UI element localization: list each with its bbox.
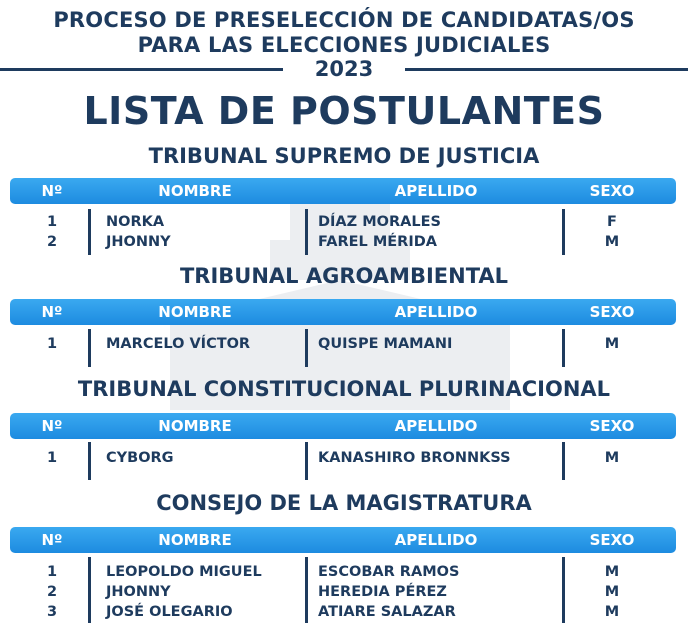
row-name: JHONNY [106,584,171,600]
page-title: LISTA DE POSTULANTES [83,89,605,133]
table-header-magistratura [10,527,676,553]
table-header-agroambiental [10,299,676,325]
column-header-num: Nº [41,531,63,549]
column-header-surname: APELLIDO [394,531,478,549]
row-name: MARCELO VÍCTOR [106,336,251,352]
row-number: 2 [46,234,58,250]
row-sex: M [604,336,620,352]
row-name: LEOPOLDO MIGUEL [106,564,262,580]
table-body-supremo [10,209,676,255]
row-surname: FAREL MÉRIDA [318,234,437,250]
row-number: 1 [46,564,58,580]
row-sex: M [604,604,620,620]
row-surname: HEREDIA PÉREZ [318,584,447,600]
row-surname: ATIARE SALAZAR [318,604,456,620]
header-line-1: PROCESO DE PRESELECCIÓN DE CANDIDATAS/OS [53,8,635,32]
row-number: 2 [46,584,58,600]
row-name: JHONNY [106,234,171,250]
column-header-sex: SEXO [589,417,635,435]
year-rule-left [0,68,283,71]
row-surname: KANASHIRO BRONNKSS [318,450,511,466]
table-row [10,562,676,582]
row-number: 3 [46,604,58,620]
row-surname: DÍAZ MORALES [318,214,441,230]
table-body-magistratura [10,557,676,623]
row-number: 1 [46,214,58,230]
row-name: JOSÉ OLEGARIO [106,604,233,620]
section-title-magistratura: CONSEJO DE LA MAGISTRATURA [156,491,532,515]
row-sex: M [604,584,620,600]
row-name: CYBORG [106,450,174,466]
table-row [10,334,676,354]
table-body-agroambiental [10,329,676,367]
table-body-constitucional [10,442,676,480]
section-title-agroambiental: TRIBUNAL AGROAMBIENTAL [179,264,509,288]
column-header-sex: SEXO [589,303,635,321]
column-header-name: NOMBRE [158,303,232,321]
column-header-num: Nº [41,417,63,435]
section-title-supremo: TRIBUNAL SUPREMO DE JUSTICIA [148,144,540,168]
year-label: 2023 [314,57,374,81]
table-row [10,212,676,232]
row-surname: QUISPE MAMANI [318,336,453,352]
row-number: 1 [46,450,58,466]
column-header-surname: APELLIDO [394,303,478,321]
table-row [10,582,676,602]
column-header-surname: APELLIDO [394,182,478,200]
row-sex: M [604,450,620,466]
column-header-num: Nº [41,303,63,321]
table-header-supremo [10,178,676,204]
row-surname: ESCOBAR RAMOS [318,564,460,580]
row-number: 1 [46,336,58,352]
row-sex: F [607,214,617,230]
table-header-constitucional [10,413,676,439]
table-row [10,448,676,468]
row-sex: M [604,564,620,580]
row-sex: M [604,234,620,250]
table-row [10,232,676,252]
table-row [10,602,676,622]
column-header-surname: APELLIDO [394,417,478,435]
year-rule-right [405,68,688,71]
year-row [0,57,688,81]
section-title-constitucional: TRIBUNAL CONSTITUCIONAL PLURINACIONAL [77,377,611,401]
row-name: NORKA [106,214,165,230]
column-header-name: NOMBRE [158,417,232,435]
header-line-2: PARA LAS ELECCIONES JUDICIALES [137,33,551,57]
column-header-sex: SEXO [589,531,635,549]
column-header-name: NOMBRE [158,531,232,549]
column-header-num: Nº [41,182,63,200]
column-header-name: NOMBRE [158,182,232,200]
column-header-sex: SEXO [589,182,635,200]
